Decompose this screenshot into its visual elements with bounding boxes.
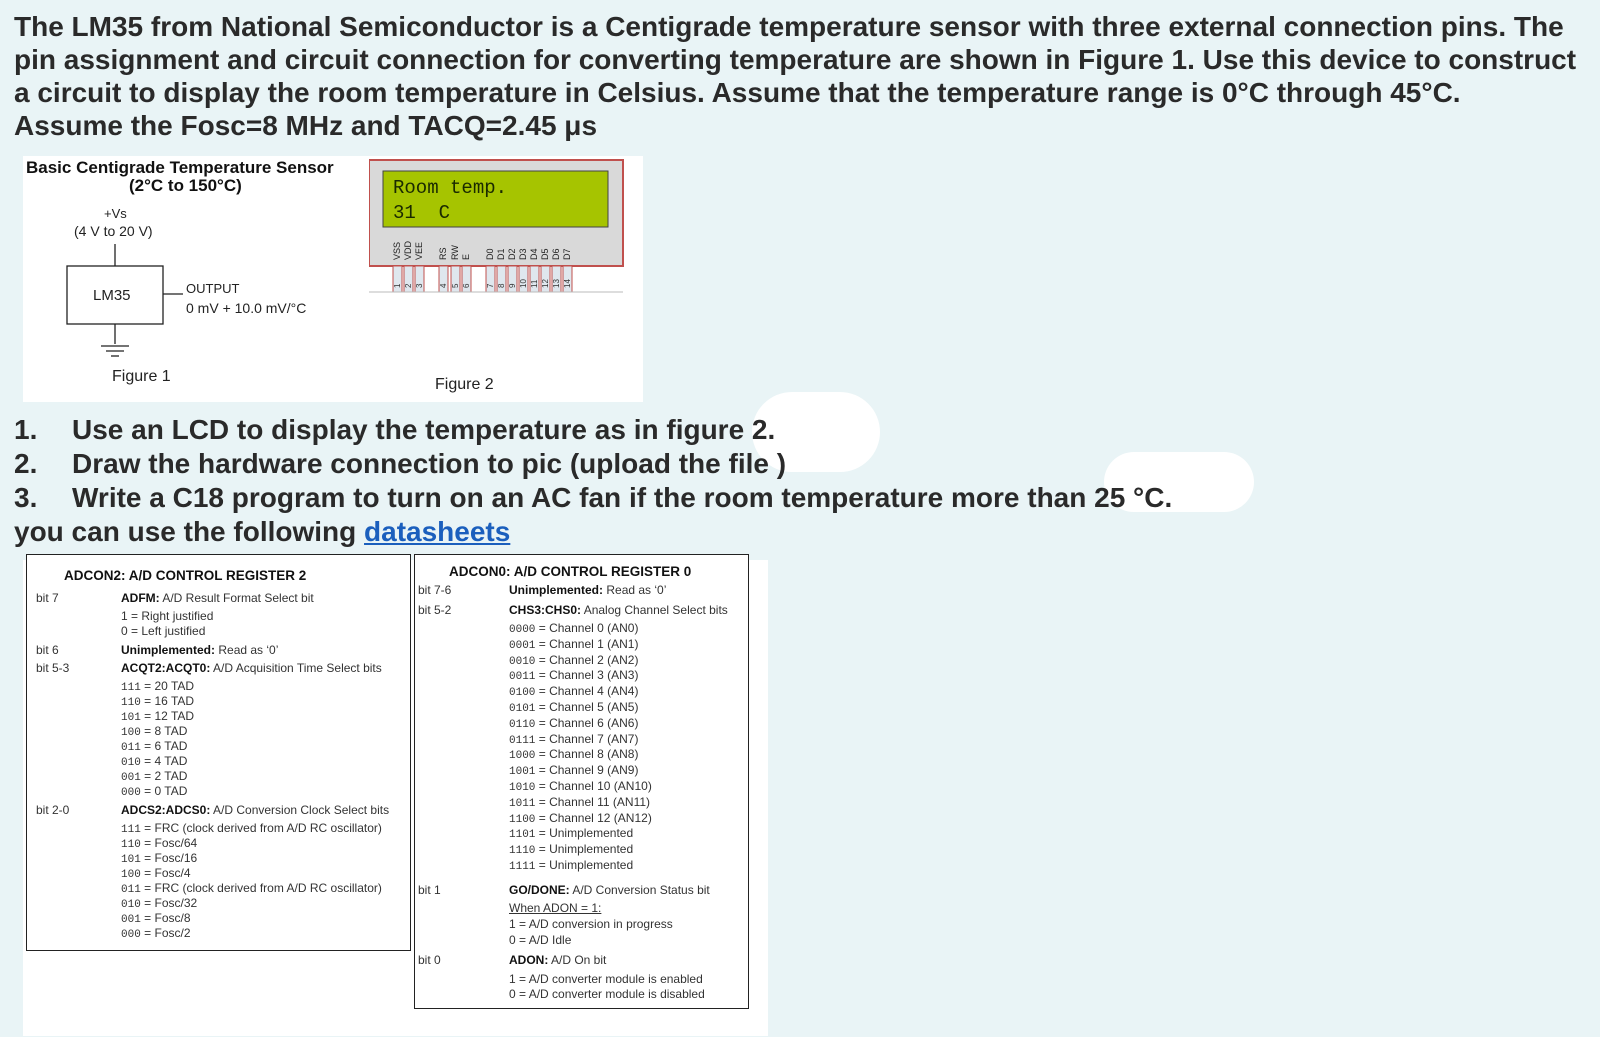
register-option: [509, 795, 650, 810]
register-option: [121, 926, 191, 941]
register-option: [121, 784, 187, 799]
lcd-pin-label: D5: [540, 248, 550, 260]
vs-range-label: (4 V to 20 V): [74, 223, 153, 239]
lcd-pin-label: VDD: [403, 240, 413, 260]
task-list: [14, 413, 1574, 549]
option-code: 111: [121, 682, 141, 694]
option-code: 1100: [509, 813, 536, 826]
adcon2-register-box: [26, 554, 411, 951]
option-value: = Channel 2 (AN2): [535, 652, 639, 667]
lcd-pin-number: 4: [439, 283, 448, 288]
register-option: [121, 881, 382, 896]
option-code: 100: [121, 869, 141, 881]
adcon0-godone-opt: 0 = A/D Idle: [509, 933, 572, 947]
lcd-line-1: Room temp.: [393, 177, 508, 199]
figure2-lcd: [369, 156, 634, 402]
adcon0-bit76-label: bit 7-6: [418, 583, 452, 597]
lcd-pin-number: 6: [462, 283, 471, 288]
register-option: [121, 911, 191, 926]
option-code: 111: [121, 824, 141, 836]
adcon0-godone-when: When ADON = 1:: [509, 901, 602, 915]
lcd-pin-label: D7: [562, 248, 572, 260]
field-desc: A/D Conversion Status bit: [569, 883, 710, 897]
lcd-pin-label: RW: [450, 245, 460, 260]
option-value: = Fosc/8: [140, 911, 191, 925]
datasheet-line: [14, 515, 1574, 549]
option-code: 010: [121, 757, 141, 769]
register-option: [509, 732, 638, 747]
task-number: 1.: [14, 414, 38, 445]
option-code: 101: [121, 854, 141, 866]
lcd-pin-label: D1: [496, 248, 506, 260]
option-code: 001: [121, 772, 141, 784]
figure1-caption: Figure 1: [112, 368, 171, 385]
lcd-line-2: 31 C: [393, 202, 451, 224]
task-item: [14, 413, 1574, 447]
option-value: = 6 TAD: [140, 739, 188, 753]
task-number: 3.: [14, 482, 38, 513]
option-code: 0101: [509, 703, 536, 715]
register-option: [121, 754, 187, 769]
register-option: [121, 724, 187, 739]
lm35-chip-label: LM35: [93, 287, 131, 304]
option-code: 001: [121, 914, 141, 926]
option-code: 000: [121, 787, 141, 799]
option-value: = Channel 6 (AN6): [535, 715, 639, 730]
lcd-pin-label: D3: [518, 248, 528, 260]
option-value: = 16 TAD: [140, 694, 195, 708]
register-option: [121, 739, 187, 754]
register-option: [509, 811, 652, 826]
option-value: = Unimplemented: [535, 826, 634, 841]
datasheet-panel: [23, 560, 768, 1036]
adcon0-register-box: [414, 554, 749, 1009]
option-value: = Fosc/32: [140, 896, 198, 910]
option-code: 011: [121, 884, 141, 896]
register-option: [121, 821, 382, 836]
task-item: [14, 447, 1574, 481]
option-code: 0001: [509, 639, 536, 652]
option-value: = Fosc/64: [140, 836, 198, 850]
register-option: [509, 826, 633, 841]
option-value: = Fosc/16: [140, 851, 198, 865]
adcon0-adon: [509, 953, 606, 967]
adcon2-bit6-label: bit 6: [36, 643, 59, 657]
datasheets-link[interactable]: datasheets: [364, 516, 511, 547]
option-value: = 20 TAD: [140, 679, 195, 693]
lcd-pin-number: 7: [486, 283, 495, 288]
option-code: 000: [121, 929, 141, 941]
problem-statement: [14, 10, 1589, 142]
register-option: [509, 684, 638, 699]
lcd-pin-number: 5: [451, 283, 460, 288]
adcon0-godone: [509, 883, 710, 897]
register-option: [509, 637, 638, 652]
field-desc: Read as ‘0’: [603, 583, 667, 597]
register-option: [509, 716, 638, 731]
lcd-pin-number: 3: [415, 283, 424, 288]
option-code: 0111: [509, 734, 536, 747]
field-desc: A/D On bit: [548, 953, 607, 967]
option-code: 0011: [509, 671, 536, 684]
lcd-pin-number: 14: [563, 279, 572, 288]
option-value: = Channel 11 (AN11): [535, 794, 651, 809]
output-formula: 0 mV + 10.0 mV/°C: [186, 300, 307, 316]
register-option: [121, 769, 187, 784]
option-code: 1001: [509, 766, 536, 779]
register-option: [509, 668, 638, 683]
vs-label: +Vs: [104, 206, 127, 221]
option-value: = FRC (clock derived from A/D RC oscillator): [140, 821, 382, 835]
field-name: CHS3:CHS0:: [509, 603, 582, 617]
register-option: [121, 709, 194, 724]
option-code: 1110: [509, 845, 536, 858]
field-name: Unimplemented:: [509, 583, 604, 597]
figure1-circuit: [23, 156, 383, 402]
field-name: Unimplemented:: [121, 643, 216, 657]
adcon2-title: ADCON2: A/D CONTROL REGISTER 2: [64, 568, 307, 583]
option-code: 0110: [509, 718, 536, 731]
option-value: = Channel 9 (AN9): [535, 763, 639, 778]
field-name: ADCS2:ADCS0:: [121, 803, 211, 817]
adcon0-bit76: [509, 583, 666, 597]
option-code: 1010: [509, 782, 536, 794]
adcon0-bit1-label: bit 1: [418, 883, 441, 897]
lcd-pin-label: D4: [529, 248, 539, 260]
option-value: = Channel 0 (AN0): [535, 621, 639, 635]
option-code: 1011: [509, 797, 536, 810]
option-value: = 8 TAD: [140, 724, 188, 738]
option-code: 010: [121, 899, 141, 911]
figure1-title: Basic Centigrade Temperature Sensor: [26, 158, 334, 177]
field-name: ADFM:: [121, 591, 160, 605]
field-desc: A/D Conversion Clock Select bits: [210, 803, 390, 817]
adcon2-adfm-opt: 1 = Right justified: [121, 609, 214, 623]
field-desc: A/D Result Format Select bit: [159, 591, 314, 605]
option-value: = Channel 7 (AN7): [535, 731, 639, 746]
field-desc: A/D Acquisition Time Select bits: [210, 661, 382, 675]
option-value: = Fosc/2: [140, 926, 191, 940]
option-code: 1111: [509, 861, 536, 873]
option-value: = FRC (clock derived from A/D RC oscillator): [140, 881, 382, 895]
adcon0-chs: [509, 603, 728, 617]
figure2-caption: Figure 2: [435, 376, 494, 393]
task-item: [14, 481, 1574, 515]
task-number: 2.: [14, 448, 38, 479]
option-value: = Unimplemented: [535, 858, 634, 872]
adcon0-bit0-label: bit 0: [418, 953, 441, 967]
option-value: = Channel 1 (AN1): [535, 636, 639, 651]
lcd-pin-number: 10: [519, 279, 528, 288]
lcd-pin-label: D0: [485, 248, 495, 260]
option-code: 110: [121, 839, 141, 851]
register-option: [121, 896, 197, 911]
adcon2-bit6: [121, 643, 278, 657]
lcd-pin-label: VEE: [414, 241, 424, 260]
register-option: [509, 858, 633, 873]
output-label: OUTPUT: [186, 281, 240, 296]
lcd-pin-number: 9: [508, 283, 517, 288]
adcon0-godone-opt: 1 = A/D conversion in progress: [509, 917, 673, 931]
lcd-pin-strip: [369, 266, 623, 292]
option-value: = Channel 5 (AN5): [535, 700, 639, 714]
datasheet-prefix: you can use the following: [14, 516, 365, 547]
option-value: = Channel 3 (AN3): [535, 668, 639, 683]
field-desc: Read as ‘0’: [215, 643, 279, 657]
option-value: = Unimplemented: [535, 842, 634, 857]
lcd-pin-label: E: [461, 253, 471, 260]
option-code: 011: [121, 742, 141, 754]
option-value: = Channel 10 (AN10): [535, 779, 652, 793]
intro-assumption: Assume the Fosc=8 MHz and TACQ=2.45 μs: [14, 110, 598, 141]
adcon2-bit7-label: bit 7: [36, 591, 59, 605]
option-code: 101: [121, 712, 141, 724]
lcd-pin-number: 8: [497, 283, 506, 288]
option-value: = Channel 12 (AN12): [535, 810, 652, 825]
option-value: = 4 TAD: [140, 754, 188, 768]
adcon0-title: ADCON0: A/D CONTROL REGISTER 0: [449, 564, 692, 579]
option-code: 1000: [509, 750, 536, 763]
option-value: = 2 TAD: [140, 769, 188, 783]
register-option: [509, 700, 638, 715]
field-name: GO/DONE:: [509, 883, 570, 897]
option-code: 1101: [509, 829, 536, 842]
lcd-pin-number: 1: [393, 283, 402, 288]
lcd-pin-label: D6: [551, 248, 561, 260]
option-value: = Fosc/4: [140, 866, 191, 880]
lcd-pin-number: 13: [552, 279, 561, 288]
adcon2-acqt: [121, 661, 382, 675]
register-option: [509, 779, 652, 794]
register-option: [121, 866, 191, 881]
field-name: ACQT2:ACQT0:: [121, 661, 211, 675]
lcd-pin-number: 12: [541, 279, 550, 288]
adcon0-adon-opt: 1 = A/D converter module is enabled: [509, 972, 703, 986]
adcon2-adfm: [121, 591, 314, 605]
register-option: [121, 836, 197, 851]
field-name: ADON:: [509, 953, 549, 967]
adcon2-adfm-opt: 0 = Left justified: [121, 624, 206, 638]
lcd-pin-number: 11: [530, 279, 539, 288]
register-option: [509, 747, 638, 762]
adcon0-bit52-label: bit 5-2: [418, 603, 452, 617]
task-text: Draw the hardware connection to pic (upload the file ): [72, 448, 787, 479]
adcon2-bit20-label: bit 2-0: [36, 803, 70, 817]
task-text: Use an LCD to display the temperature as in figure 2.: [72, 414, 776, 445]
option-code: 0010: [509, 655, 536, 668]
register-option: [121, 694, 194, 709]
option-value: = Channel 4 (AN4): [535, 684, 639, 699]
lcd-pin-label: D2: [507, 248, 517, 260]
adcon2-bit53-label: bit 5-3: [36, 661, 70, 675]
option-code: 100: [121, 727, 141, 739]
adcon0-adon-opt: 0 = A/D converter module is disabled: [509, 987, 705, 1001]
intro-paragraph: The LM35 from National Semiconductor is a Centigrade temperature sensor with three external connection pins. The pin assignment and circuit connection for converting temperature are shown in Figure 1. Use this device to construct a circuit to display the room temperature in Celsius. Assume that the temperature range is 0°C through 45°C.: [14, 11, 1577, 108]
lcd-pin-label: RS: [438, 247, 448, 260]
register-option: [121, 679, 194, 694]
option-value: = 0 TAD: [140, 784, 188, 798]
figures-panel: [23, 156, 643, 402]
option-value: = 12 TAD: [140, 709, 195, 723]
option-code: 110: [121, 697, 141, 709]
option-code: 0000: [509, 624, 536, 636]
option-value: = Channel 8 (AN8): [535, 747, 639, 762]
option-code: 0100: [509, 687, 536, 700]
field-desc: Analog Channel Select bits: [581, 603, 728, 617]
register-option: [509, 763, 638, 778]
lcd-pin-number: 2: [404, 283, 413, 288]
register-option: [509, 621, 638, 636]
lcd-pin-label: VSS: [392, 241, 402, 260]
register-option: [509, 653, 638, 668]
adcon2-adcs: [121, 803, 389, 817]
figure1-subtitle: (2°C to 150°C): [129, 176, 242, 195]
register-option: [121, 851, 197, 866]
register-option: [509, 842, 633, 857]
task-text: Write a C18 program to turn on an AC fan if the room temperature more than 25 °C.: [72, 482, 1173, 513]
